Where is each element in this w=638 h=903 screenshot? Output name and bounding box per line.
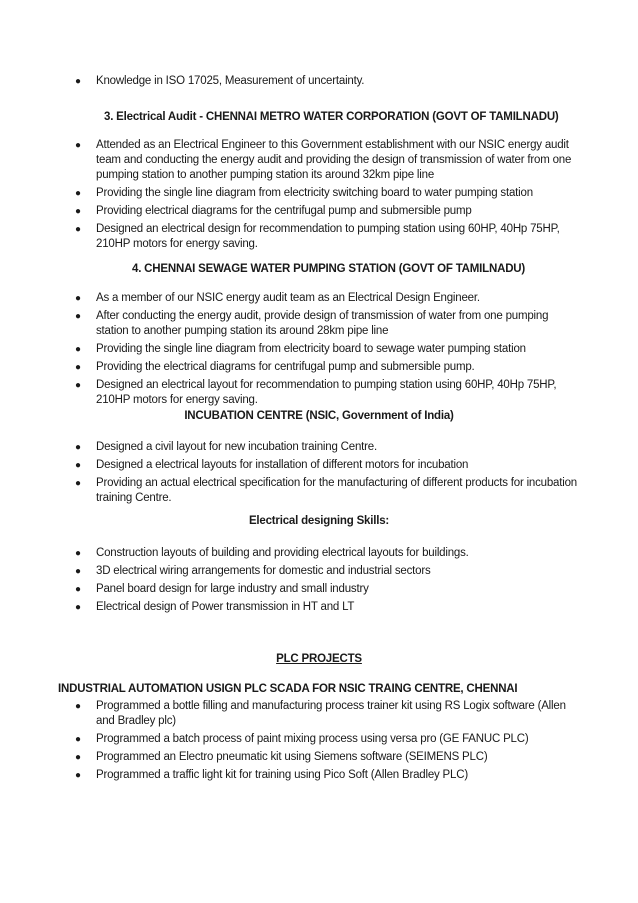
list-item: ● Designed an electrical design for recommendation to pumping station using 60HP, 40Hp 75HP, 210HP motors for energy saving.: [75, 223, 560, 250]
bullet-icon: ●: [75, 224, 81, 235]
list-item: ● Programmed a bottle filling and manufacturing process trainer kit using RS Logix software (Allen and Bradley plc): [75, 700, 566, 727]
bullet-icon: ●: [75, 362, 81, 373]
plc-list: [0, 699, 638, 783]
skills-list: [0, 546, 638, 615]
list-item: ● Providing the single line diagram from electricity board to sewage water pumping station: [75, 343, 526, 355]
bullet-icon: ●: [75, 770, 81, 781]
list-item: ● As a member of our NSIC energy audit team as an Electrical Design Engineer.: [75, 292, 480, 304]
list-item: ● Construction layouts of building and providing electrical layouts for buildings.: [75, 547, 469, 559]
bullet-icon: ●: [75, 460, 81, 471]
list-item: ● Electrical design of Power transmission in HT and LT: [75, 601, 355, 613]
bullet-icon: ●: [75, 140, 81, 151]
list-item: ● Programmed a traffic light kit for training using Pico Soft (Allen Bradley PLC): [75, 769, 468, 781]
list-item: ● Programmed a batch process of paint mixing process using versa pro (GE FANUC PLC): [75, 733, 529, 745]
knowledge-section: [0, 74, 638, 92]
bullet-icon: ●: [75, 206, 81, 217]
bullet-icon: ●: [75, 734, 81, 745]
sewage-section: [0, 291, 638, 411]
list-item: ● Designed an electrical layout for recommendation to pumping station using 60HP, 40Hp 75HP, 210HP motors for energy saving.: [75, 379, 557, 406]
bullet-icon: ●: [75, 584, 81, 595]
list-item: ● Panel board design for large industry and small industry: [75, 583, 369, 595]
skills-section: [0, 546, 638, 618]
plc-subheading: INDUSTRIAL AUTOMATION USIGN PLC SCADA FOR NSIC TRAING CENTRE, CHENNAI: [58, 683, 518, 695]
plc-heading: PLC PROJECTS: [276, 653, 362, 665]
list-item: ● Attended as an Electrical Engineer to this Government establishment with our NSIC energy audit team and conducting the energy audit and providing the design of transmission of water from one pumping station to another pumping station its around 32km pipe line: [75, 139, 572, 181]
bullet-icon: ●: [75, 442, 81, 453]
list-item: ● 3D electrical wiring arrangements for domestic and industrial sectors: [75, 565, 431, 577]
list-item: ● Knowledge in ISO 17025, Measurement of uncertainty.: [75, 75, 365, 87]
bullet-icon: ●: [75, 752, 81, 763]
list-item: ● Designed a electrical layouts for installation of different motors for incubation: [75, 459, 469, 471]
bullet-icon: ●: [75, 311, 81, 322]
bullet-icon: ●: [75, 344, 81, 355]
bullet-icon: ●: [75, 380, 81, 391]
incubation-heading: INCUBATION CENTRE (NSIC, Government of India): [184, 410, 454, 422]
incubation-list: [0, 440, 638, 506]
plc-section: [0, 699, 638, 786]
cmwc-section: [0, 138, 638, 255]
list-item: ● Providing electrical diagrams for the centrifugal pump and submersible pump: [75, 205, 472, 217]
bullet-icon: ●: [75, 293, 81, 304]
bullet-icon: ●: [75, 548, 81, 559]
cmwc-list: [0, 138, 638, 252]
skills-heading: Electrical designing Skills:: [248, 515, 390, 527]
list-item: ● Providing an actual electrical specification for the manufacturing of different products for incubation training Centre.: [75, 477, 577, 504]
bullet-icon: ●: [75, 478, 81, 489]
cmwc-heading: 3. Electrical Audit - CHENNAI METRO WATER CORPORATION (GOVT OF TAMILNADU): [104, 111, 559, 123]
bullet-icon: ●: [75, 76, 81, 87]
list-item: ● Providing the electrical diagrams for centrifugal pump and submersible pump.: [75, 361, 475, 373]
incubation-section: [0, 440, 638, 509]
list-item: ● Programmed an Electro pneumatic kit using Siemens software (SEIMENS PLC): [75, 751, 488, 763]
bullet-icon: ●: [75, 701, 81, 712]
bullet-icon: ●: [75, 566, 81, 577]
sewage-list: [0, 291, 638, 408]
bullet-icon: ●: [75, 602, 81, 613]
knowledge-list: [0, 74, 638, 89]
bullet-icon: ●: [75, 188, 81, 199]
sewage-heading: 4. CHENNAI SEWAGE WATER PUMPING STATION (GOVT OF TAMILNADU): [132, 263, 526, 275]
list-item: ● After conducting the energy audit, provide design of transmission of water from one pumping station to another pumping station its around 28km pipe line: [75, 310, 549, 337]
list-item: ● Providing the single line diagram from electricity switching board to water pumping station: [75, 187, 533, 199]
list-item: ● Designed a civil layout for new incubation training Centre.: [75, 441, 377, 453]
